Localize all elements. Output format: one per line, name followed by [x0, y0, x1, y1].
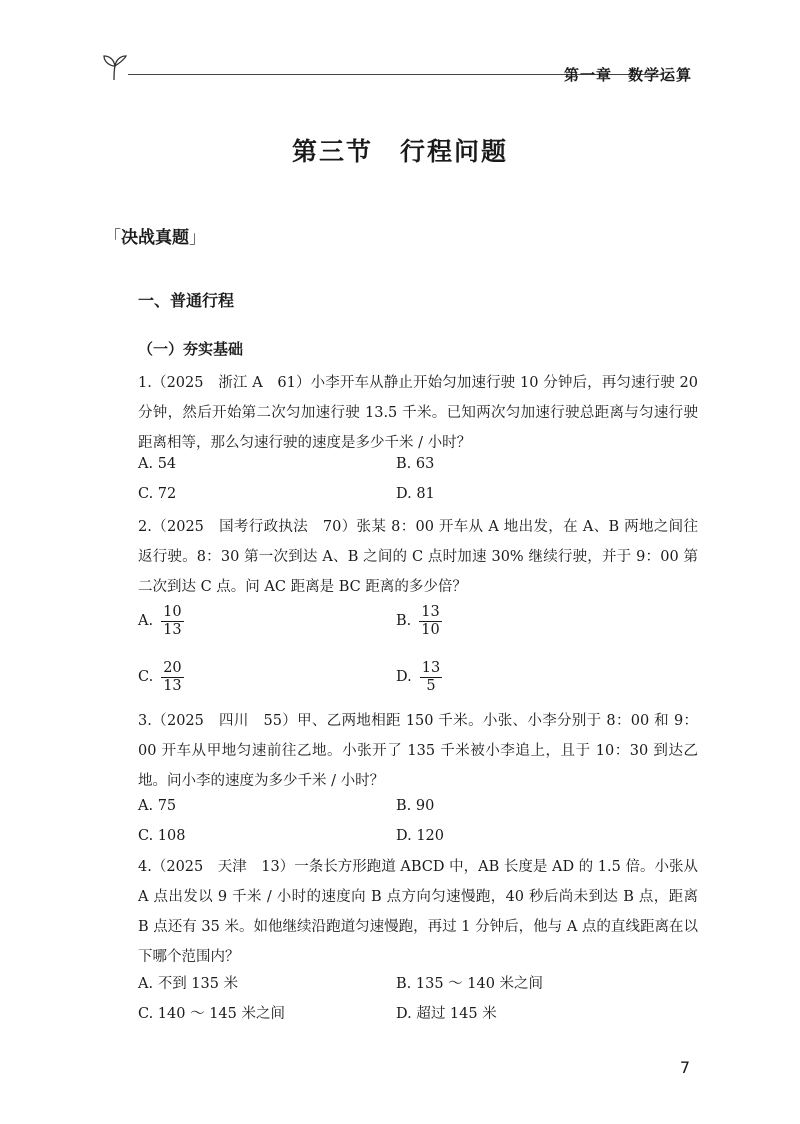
q2-option-d-fraction [420, 660, 442, 694]
q2-option-d [396, 660, 442, 694]
numerator: 10 [163, 604, 182, 620]
numerator: 13 [421, 660, 441, 676]
section-title: 第三节 行程问题 [291, 137, 508, 166]
q3-option-b: B. 90 [396, 798, 435, 814]
q1-option-a: A. 54 [138, 456, 177, 472]
sprout-icon [100, 50, 130, 82]
subsection-heading: （一）夯实基础 [138, 340, 244, 358]
q2-option-a [138, 604, 184, 638]
q3-option-d: D. 120 [396, 828, 445, 844]
q2-option-b-fraction [419, 604, 441, 638]
question-3-text: 3.（2025 四川 55）甲、乙两地相距 150 千米。小张、小李分别于 8：00 和 9：00 开车从甲地匀速前往乙地。小张开了 135 千米被小李追上，且于 10：30 到达乙地。问小李的速度为多少千米 / 小时？ [138, 713, 698, 789]
chapter-label: 第一章 数学运算 [563, 66, 692, 84]
question-2-text: 2.（2025 国考行政执法 70）张某 8：00 开车从 A 地出发，在 A、B 两地之间往返行驶。8：30 第一次到达 A、B 之间的 C 点时加速 30% 继续行驶，并于 9：00 第二次到达 C 点。问 AC 距离是 BC 距离的多少倍？ [138, 519, 698, 595]
right-corner-bracket: 」 [189, 228, 206, 248]
q2-option-c [138, 660, 184, 694]
zhenti-label: 决战真题 [121, 228, 189, 248]
numerator: 13 [421, 604, 440, 620]
numerator: 20 [163, 660, 182, 676]
q2-option-d-label: D. [396, 669, 412, 686]
question-3 [138, 706, 698, 796]
q2-option-b-label: B. [396, 613, 412, 630]
denominator: 5 [426, 677, 436, 694]
denominator: 13 [163, 677, 182, 694]
running-header [100, 46, 700, 86]
part-heading: 一、普通行程 [138, 291, 235, 310]
q2-option-a-label: A. [138, 613, 154, 630]
q3-option-a: A. 75 [138, 798, 177, 814]
denominator: 13 [163, 621, 182, 638]
q4-option-b: B. 135 ～ 140 米之间 [396, 976, 544, 992]
question-2 [138, 512, 698, 602]
q4-option-c: C. 140 ～ 145 米之间 [138, 1006, 285, 1022]
q2-option-b [396, 604, 442, 638]
q2-option-c-fraction [161, 660, 183, 694]
q1-option-d: D. 81 [396, 486, 435, 502]
q4-option-d: D. 超过 145 米 [396, 1006, 497, 1022]
denominator: 10 [421, 621, 440, 638]
zhenti-heading [104, 223, 206, 248]
q1-option-c: C. 72 [138, 486, 177, 502]
question-1 [138, 368, 698, 458]
q2-option-a-fraction [161, 604, 183, 638]
page-number: 7 [679, 1058, 690, 1077]
q1-option-b: B. 63 [396, 456, 435, 472]
left-corner-bracket: 「 [104, 228, 121, 248]
q3-option-c: C. 108 [138, 828, 186, 844]
question-4 [138, 852, 698, 972]
question-1-text: 1.（2025 浙江 A 61）小李开车从静止开始匀加速行驶 10 分钟后，再匀速行驶 20 分钟，然后开始第二次匀加速行驶 13.5 千米。已知两次匀加速行驶总距离与匀速行驶距离相等，那么匀速行驶的速度是多少千米 / 小时？ [138, 375, 698, 451]
q4-option-a: A. 不到 135 米 [138, 976, 239, 992]
q2-option-c-label: C. [138, 669, 154, 686]
question-4-text: 4.（2025 天津 13）一条长方形跑道 ABCD 中，AB 长度是 AD 的 1.5 倍。小张从 A 点出发以 9 千米 / 小时的速度向 B 点方向匀速慢跑，40 秒后尚未到达 B 点，距离 B 点还有 35 米。如他继续沿跑道匀速慢跑，再过 1 分钟后，他与 A 点的直线距离在以下哪个范围内？ [138, 859, 698, 965]
